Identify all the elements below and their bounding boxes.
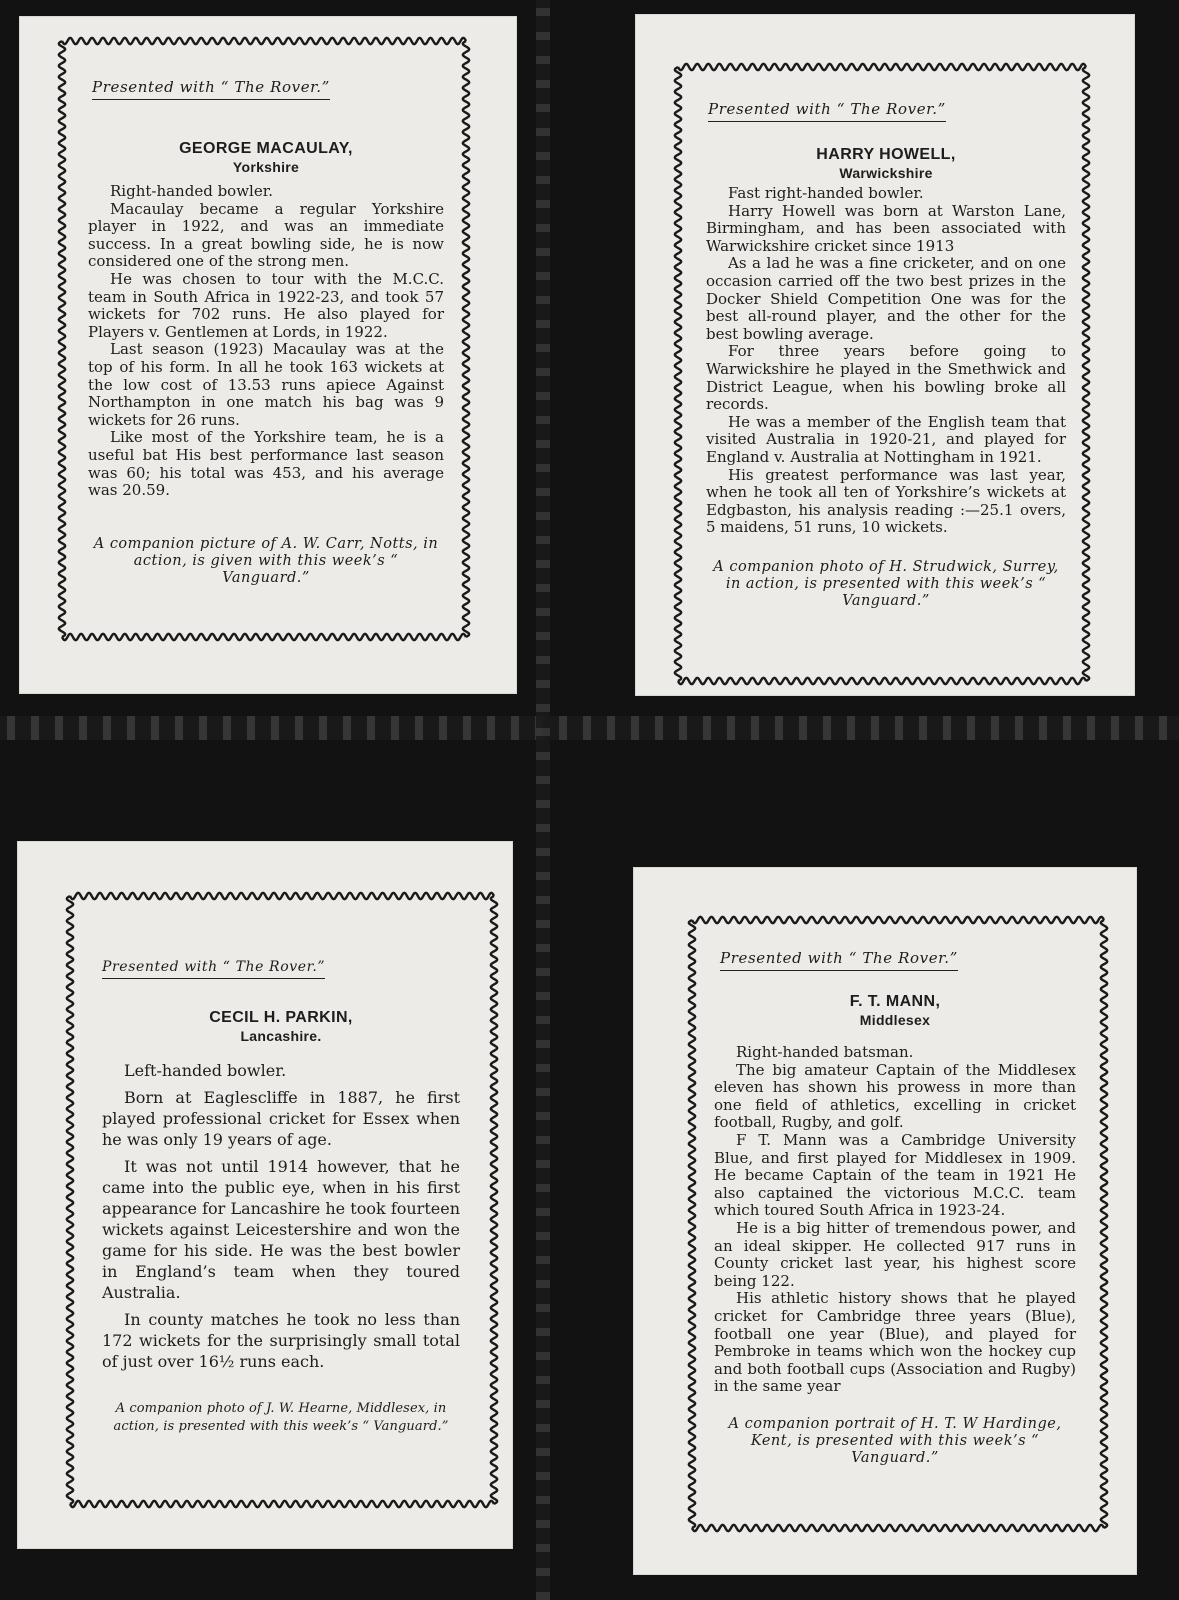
bio-paragraph: His greatest performance was last year, when he took all ten of Yorkshire’s wickets at Edgbaston, his analysis reading :—25.1 overs, 5 maidens, 51 runs, 10 wickets.: [706, 465, 1066, 537]
companion-note: A companion picture of A. W. Carr, Notts, in action, is given with this week’s “ Vanguard.”: [93, 535, 439, 586]
card-content: [706, 99, 1066, 669]
wavy-border-side: [463, 41, 469, 637]
wavy-border-side: [692, 917, 1104, 923]
bio-paragraph: Right-handed bowler.: [110, 182, 274, 200]
wavy-border-side: [678, 678, 1086, 684]
card-harry-howell: [636, 15, 1134, 695]
player-name: CECIL H. PARKIN,: [209, 1009, 353, 1026]
bio-paragraph: Born at Eaglescliffe in 1887, he first played professional cricket for Essex when he was only 19 years of age.: [102, 1088, 460, 1149]
card-content: [102, 956, 460, 1476]
player-county: Lancashire.: [240, 1028, 322, 1044]
bio-paragraph: Left-handed bowler.: [124, 1061, 287, 1080]
bio-paragraph: He is a big hitter of tremendous power, and an ideal skipper. He collected 917 runs in County cricket last year, his highest score being 122.: [714, 1218, 1076, 1290]
bio-paragraph: He was chosen to tour with the M.C.C. team in South Africa in 1922-23, and took 57 wickets for 702 runs. He also played for Players v. Gentlemen at Lords, in 1922.: [88, 269, 444, 341]
presented-with-label: Presented with “ The Rover.”: [720, 949, 958, 971]
wavy-border-side: [70, 893, 494, 899]
bio-paragraph: The big amateur Captain of the Middlesex eleven has shown his prowess in more than one field of athletics, excelling in cricket football, Rugby, and golf.: [714, 1060, 1076, 1132]
wavy-border-side: [689, 920, 695, 1528]
bio-paragraph: Last season (1923) Macaulay was at the top of his form. In all he took 163 wickets at the low cost of 13.53 runs apiece Against Northampton in one match his bag was 9 wickets for 26 runs.: [88, 340, 444, 429]
player-name: GEORGE MACAULAY,: [179, 140, 353, 157]
companion-note: A companion photo of H. Strudwick, Surrey, in action, is presented with this week’s “ Vanguard.”: [713, 558, 1059, 609]
presented-with-label: Presented with “ The Rover.”: [708, 100, 946, 122]
player-county: Warwickshire: [839, 165, 933, 181]
player-county: Yorkshire: [232, 159, 300, 175]
wavy-border-side: [678, 64, 1086, 70]
presented-with-label: Presented with “ The Rover.”: [92, 78, 330, 100]
wavy-border-side: [70, 1501, 494, 1507]
bio-paragraph: It was not until 1914 however, that he came into the public eye, when in his first appearance for Lancashire he took fourteen wickets against Leicestershire and won the game for his side. He was the best bowler in England’s team when they toured Australia.: [102, 1157, 460, 1302]
bio-paragraph: Like most of the Yorkshire team, he is a useful bat His best performance last season was 60; his total was 453, and his average was 20.59.: [88, 428, 444, 500]
card-ft-mann: [634, 868, 1136, 1574]
wavy-border-side: [491, 896, 497, 1504]
wavy-border-side: [675, 67, 681, 681]
companion-note: A companion photo of J. W. Hearne, Middlesex, in action, is presented with this week’s “ Vanguard.”: [113, 1401, 449, 1434]
bio-paragraph: Harry Howell was born at Warston Lane, Birmingham, and has been associated with Warwickshire cricket since 1913: [706, 201, 1066, 255]
card-content: [88, 77, 444, 637]
card-cecil-parkin: [18, 842, 512, 1548]
bio-paragraph: In county matches he took no less than 172 wickets for the surprisingly small total of just over 16½ runs each.: [102, 1310, 460, 1371]
wavy-border-side: [1083, 67, 1089, 681]
bio-paragraph: He was a member of the English team that visited Australia in 1920-21, and played for England v. Australia at Nottingham in 1921.: [706, 412, 1066, 466]
wavy-border-side: [59, 41, 65, 637]
player-county: Middlesex: [859, 1012, 931, 1028]
bio-paragraph: Right-handed batsman.: [736, 1043, 914, 1061]
album-sleeve-horizontal-seam: [0, 716, 1179, 740]
presented-with-label: Presented with “ The Rover.”: [102, 959, 325, 979]
bio-paragraph: Fast right-handed bowler.: [728, 184, 924, 202]
bio-paragraph: Macaulay became a regular Yorkshire player in 1922, and was an immediate success. In a great bowling side, he is now considered one of the strong men.: [88, 199, 444, 271]
wavy-border-side: [1101, 920, 1107, 1528]
card-george-macaulay: [20, 17, 516, 693]
wavy-border-side: [692, 1525, 1104, 1531]
companion-note: A companion portrait of H. T. W Hardinge, Kent, is presented with this week’s “ Vanguard.”: [728, 1415, 1062, 1466]
bio-paragraph: His athletic history shows that he played cricket for Cambridge three years (Blue), football one year (Blue), and played for Pembroke in teams which won the hockey cup and both football cups (Association and Rugby) in the same year: [714, 1289, 1076, 1396]
album-sleeve-vertical-seam: [536, 0, 550, 1600]
player-name: HARRY HOWELL,: [816, 146, 956, 163]
player-name: F. T. MANN,: [849, 993, 941, 1010]
wavy-border-side: [67, 896, 73, 1504]
card-content: [714, 948, 1076, 1508]
bio-paragraph: For three years before going to Warwickshire he played in the Smethwick and District League, when his bowling broke all records.: [706, 342, 1066, 414]
bio-paragraph: F T. Mann was a Cambridge University Blue, and first played for Middlesex in 1909. He became Captain of the team in 1921 He also captained the victorious M.C.C. team which toured South Africa in 1923-24.: [714, 1130, 1076, 1220]
wavy-border-side: [62, 38, 466, 44]
bio-paragraph: As a lad he was a fine cricketer, and on one occasion carried off the two best prizes in the Docker Shield Competition One was for the best all-round player, and the other for the best bowling average.: [706, 254, 1066, 343]
